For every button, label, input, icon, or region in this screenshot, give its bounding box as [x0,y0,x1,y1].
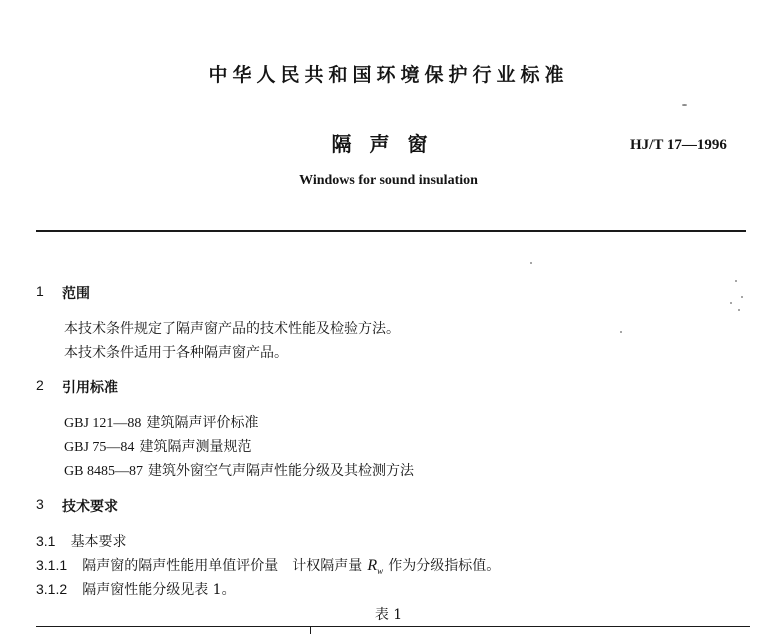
symbol-main: R [367,557,378,574]
reference-code: GBJ 121—88 [64,416,142,431]
reference-item [64,436,252,456]
reference-code: GBJ 75—84 [64,440,135,455]
section-1-line-1: 本技术条件规定了隔声窗产品的技术性能及检验方法。 [64,321,400,337]
reference-name: 建筑隔声评价标准 [146,415,259,431]
header-divider [36,230,746,232]
symbol-subscript: w [377,566,384,577]
english-subtitle: Windows for sound insulation [299,173,478,188]
subsection-3-1-1 [36,555,500,576]
standard-code: HJ/T 17—1996 [630,137,727,153]
document-title: 隔声窗 [331,132,446,156]
section-1-line-2: 本技术条件适用于各种隔声窗产品。 [64,345,288,361]
subsection-text: 隔声窗的隔声性能用单值评价量 计权隔声量 [82,558,363,574]
subsection-3-1 [36,531,127,551]
subsection-number: 3.1.2 [36,581,68,597]
subsection-text: 基本要求 [70,534,127,550]
scan-speck [741,296,743,298]
subsection-number: 3.1.1 [36,557,68,573]
section-1-number: 1 [36,283,44,299]
subsection-number: 3.1 [36,533,56,549]
section-1-title: 范围 [62,286,90,302]
standard-category-heading: 中华人民共和国环境保护行业标准 [208,64,569,86]
section-3-title: 技术要求 [62,499,118,515]
section-2-number: 2 [36,377,44,393]
table-caption: 表 1 [374,607,403,623]
subsection-text: 隔声窗性能分级见表 1。 [82,582,236,598]
table-top-rule [36,626,750,627]
reference-name: 建筑隔声测量规范 [139,439,252,455]
subsection-3-1-2 [36,579,236,599]
subsection-text-tail: 作为分级指标值。 [388,558,501,574]
section-2-title: 引用标准 [62,380,118,396]
scan-speck [730,302,732,304]
section-3-number: 3 [36,496,44,512]
weighted-insulation-symbol [367,557,384,577]
reference-name: 建筑外窗空气声隔声性能分级及其检测方法 [148,463,415,479]
reference-item [64,412,259,432]
scan-speck [735,280,737,282]
table-column-tick [310,626,311,634]
reference-code: GB 8485—87 [64,464,143,479]
scan-speck [738,309,740,311]
scan-speck [620,331,622,333]
reference-item [64,460,414,480]
scan-speck [530,262,532,264]
scan-speck [682,104,687,106]
